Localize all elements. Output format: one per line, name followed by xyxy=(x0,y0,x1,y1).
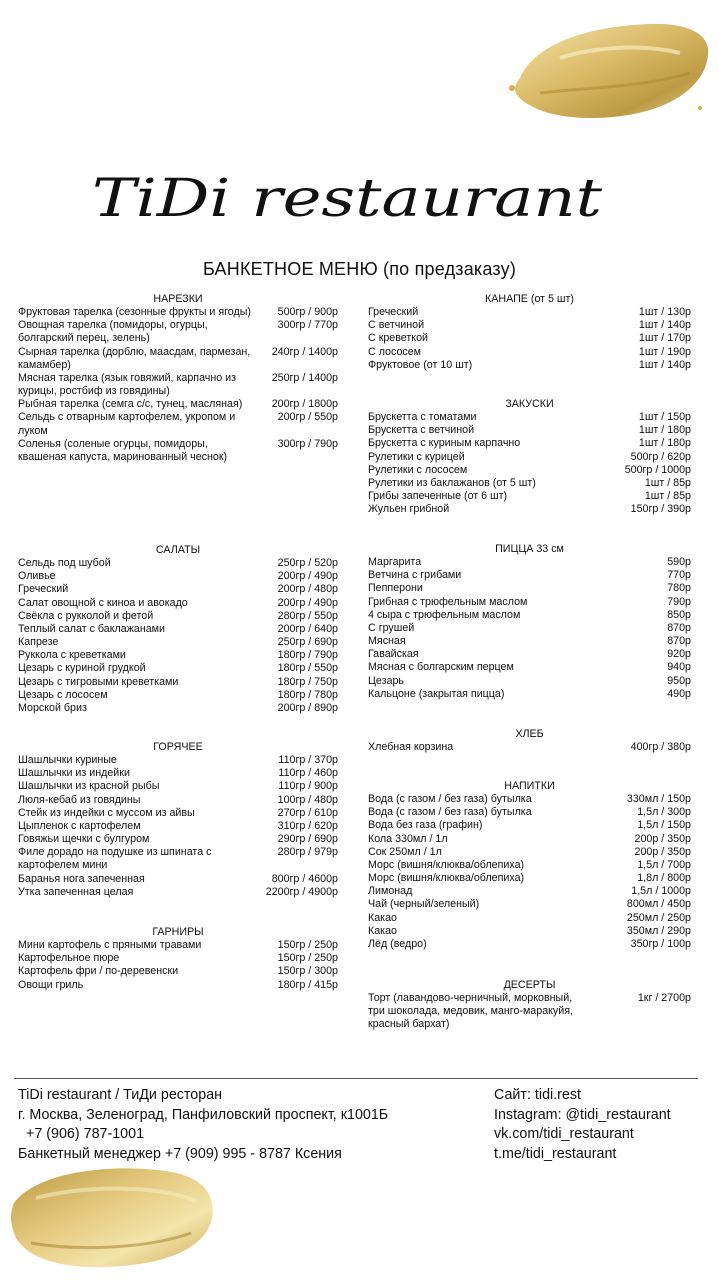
menu-item-price: 110гр / 370р xyxy=(278,754,338,767)
menu-item xyxy=(18,807,338,820)
menu-item xyxy=(18,676,338,689)
menu-item-price: 1шт / 170р xyxy=(638,332,691,345)
menu-item-name: Кола 330мл / 1л xyxy=(368,832,448,845)
menu-item xyxy=(368,741,691,754)
menu-item xyxy=(368,556,691,569)
menu-item-name: Гавайская xyxy=(368,648,419,661)
menu-item-name: Вода без газа (графин) xyxy=(368,819,483,832)
menu-item-price: 200гр / 490р xyxy=(277,596,338,609)
menu-item-name: Оливье xyxy=(18,570,56,583)
menu-item xyxy=(368,346,691,359)
menu-item-price: 110гр / 460р xyxy=(278,767,338,780)
menu-item-price: 180гр / 790р xyxy=(277,649,338,662)
menu-item-name: Лёд (ведро) xyxy=(368,937,427,950)
menu-item-name: Свёкла с рукколой и фетой xyxy=(18,609,154,622)
menu-section xyxy=(368,398,691,516)
menu-item-name: Овощи гриль xyxy=(18,978,84,991)
menu-item-price: 150гр / 250р xyxy=(277,939,338,952)
menu-item xyxy=(18,873,338,886)
footer-address: г. Москва, Зеленоград, Панфиловский проспект, к1001Б xyxy=(18,1106,389,1123)
menu-item-price: 270гр / 610р xyxy=(277,806,338,819)
menu-item-name: Чай (черный/зеленый) xyxy=(368,898,480,911)
footer-telegram[interactable]: t.me/tidi_restaurant xyxy=(494,1145,617,1162)
menu-item-name: Люля-кебаб из говядины xyxy=(18,793,141,806)
menu-item-name: Утка запеченная целая xyxy=(18,885,134,898)
menu-item-name: Пепперони xyxy=(368,582,423,595)
menu-item-name: Стейк из индейки с муссом из айвы xyxy=(18,806,195,819)
menu-item-name: Соленья (соленые огурцы, помидоры, квашеная капуста, маринованный чеснок) xyxy=(18,437,228,463)
menu-item-name: Рулетики из баклажанов (от 5 шт) xyxy=(368,476,536,489)
menu-item xyxy=(368,635,691,648)
menu-item-price: 1шт / 85р xyxy=(644,476,691,489)
menu-item-name: Филе дорадо на подушке из шпината с картофелем мини xyxy=(18,846,212,872)
menu-item xyxy=(18,610,338,623)
menu-item-name: Цезарь с лососем xyxy=(18,688,108,701)
menu-item-name: 4 сыра с трюфельным маслом xyxy=(368,608,521,621)
menu-item xyxy=(368,688,691,701)
section-title: НАПИТКИ xyxy=(504,780,555,792)
section-title: САЛАТЫ xyxy=(155,544,201,556)
menu-item xyxy=(18,702,338,715)
menu-item xyxy=(368,675,691,688)
menu-item-price: 200гр / 890р xyxy=(277,701,338,714)
menu-item-name: Греческий xyxy=(368,306,419,319)
menu-item-price: 200гр / 1800р xyxy=(271,398,338,411)
menu-item xyxy=(368,622,691,635)
menu-item xyxy=(368,648,691,661)
menu-item-price: 350гр / 100р xyxy=(630,937,691,950)
menu-item-name: Хлебная корзина xyxy=(368,741,454,754)
menu-item-price: 870р xyxy=(667,635,691,648)
menu-item-price: 180гр / 780р xyxy=(277,688,338,701)
menu-item-name: Мясная тарелка (язык говяжий, карпачно из курицы, ростбиф из говядины) xyxy=(18,371,237,398)
menu-item-name: Салат овощной с киноа и авокадо xyxy=(18,596,188,609)
menu-item-name: С ветчиной xyxy=(368,319,425,332)
menu-item-price: 800гр / 4600р xyxy=(271,872,338,885)
menu-item xyxy=(368,359,691,372)
menu-item-price: 1,5л / 150р xyxy=(637,819,691,832)
menu-item-price: 790р xyxy=(667,595,691,608)
menu-item-price: 310гр / 620р xyxy=(277,819,338,832)
menu-item-name: Руккола с креветками xyxy=(18,649,126,662)
menu-item xyxy=(368,596,691,609)
menu-item-price: 1,5л / 300р xyxy=(637,806,691,819)
menu-item-price: 280гр / 550р xyxy=(277,609,338,622)
menu-item-price: 1,8л / 800р xyxy=(637,872,691,885)
menu-item-price: 1кг / 2700р xyxy=(637,992,691,1005)
menu-item xyxy=(18,583,338,596)
menu-section xyxy=(368,543,691,701)
section-title: ГАРНИРЫ xyxy=(152,926,204,938)
menu-item-name: Брускетта с куриным карпачно xyxy=(368,437,521,450)
menu-item xyxy=(368,833,691,846)
menu-item-price: 1шт / 140р xyxy=(638,319,691,332)
menu-item-name: Какао xyxy=(368,911,397,924)
menu-item-name: Грибы запеченные (от 6 шт) xyxy=(368,490,508,503)
footer-divider xyxy=(14,1078,698,1079)
menu-item xyxy=(18,372,338,398)
menu-section xyxy=(18,293,338,464)
section-title: ДЕСЕРТЫ xyxy=(503,979,556,991)
menu-item xyxy=(18,965,338,978)
menu-item xyxy=(368,582,691,595)
section-title: ПИЦЦА 33 см xyxy=(495,543,564,555)
menu-item xyxy=(368,885,691,898)
menu-item xyxy=(368,503,691,516)
menu-item-name: Морс (вишня/клюква/облепиха) xyxy=(368,872,525,885)
menu-item xyxy=(368,451,691,464)
menu-item-name: Шашлычки куриные xyxy=(18,754,117,767)
menu-item-name: Фруктовое (от 10 шт) xyxy=(368,358,473,371)
menu-item-price: 500гр / 1000р xyxy=(624,463,691,476)
menu-item-name: Сок 250мл / 1л xyxy=(368,845,442,858)
menu-item xyxy=(368,661,691,674)
menu-item-name: Лимонад xyxy=(368,885,413,898)
menu-item-name: Цыпленок с картофелем xyxy=(18,819,141,832)
menu-item-price: 490р xyxy=(667,687,691,700)
menu-item-name: Греческий xyxy=(18,583,69,596)
menu-item-name: Вода (с газом / без газа) бутылка xyxy=(368,806,532,819)
menu-item xyxy=(18,846,338,872)
menu-item-name: Сельдь с отварным картофелем, укропом и луком xyxy=(18,411,236,437)
menu-item-price: 180гр / 750р xyxy=(277,675,338,688)
menu-item-name: Какао xyxy=(368,924,397,937)
menu-item xyxy=(368,424,691,437)
menu-item-price: 350мл / 290р xyxy=(626,924,691,937)
menu-item-name: Торт (лавандово-черничный, морковный, три шоколада, медовик, манго-маракуйя, красный бархат) xyxy=(368,992,574,1031)
menu-item xyxy=(18,939,338,952)
menu-item-name: Маргарита xyxy=(368,556,422,569)
menu-item-price: 330мл / 150р xyxy=(626,793,691,806)
menu-item-price: 1шт / 150р xyxy=(638,411,691,424)
menu-item-name: Овощная тарелка (помидоры, огурцы, болгарский перец, зелень) xyxy=(18,319,208,345)
menu-item-price: 180гр / 415р xyxy=(277,978,338,991)
menu-item-price: 800мл / 450р xyxy=(626,898,691,911)
menu-item-price: 150гр / 390р xyxy=(630,503,691,516)
footer-vk[interactable]: vk.com/tidi_restaurant xyxy=(494,1126,634,1143)
menu-section xyxy=(368,728,691,754)
menu-item-price: 100гр / 480р xyxy=(277,793,338,806)
menu-item xyxy=(18,820,338,833)
menu-item xyxy=(368,437,691,450)
menu-item-price: 590р xyxy=(667,556,691,569)
menu-item xyxy=(368,306,691,319)
menu-item-price: 1шт / 140р xyxy=(638,358,691,371)
menu-item xyxy=(18,438,338,464)
menu-item xyxy=(18,319,338,345)
svg-text:TiDi restaurant: TiDi restaurant xyxy=(92,169,603,229)
menu-item-price: 1шт / 130р xyxy=(638,306,691,319)
menu-section xyxy=(368,780,691,951)
menu-item-price: 110гр / 900р xyxy=(278,780,338,793)
footer-website[interactable]: Сайт: tidi.rest xyxy=(494,1087,581,1103)
menu-item-price: 250гр / 690р xyxy=(277,636,338,649)
menu-item xyxy=(18,411,338,437)
menu-item-name: Мини картофель с пряными травами xyxy=(18,939,202,952)
menu-item xyxy=(18,597,338,610)
menu-item xyxy=(368,793,691,806)
menu-item xyxy=(368,477,691,490)
menu-item-name: Кальцоне (закрытая пицца) xyxy=(368,687,505,700)
menu-item-price: 920р xyxy=(667,648,691,661)
menu-item xyxy=(18,780,338,793)
menu-item-price: 300гр / 770р xyxy=(277,319,338,332)
menu-item-name: Говяжьи щечки с булгуром xyxy=(18,833,150,846)
menu-item-name: Жульен грибной xyxy=(368,503,450,516)
menu-item-price: 280гр / 979р xyxy=(277,846,338,859)
menu-item-name: Рыбная тарелка (семга с/с, тунец, масляная) xyxy=(18,398,243,411)
menu-item-name: Брускетта с ветчиной xyxy=(368,424,475,437)
menu-item xyxy=(18,636,338,649)
menu-item-price: 250гр / 1400р xyxy=(271,371,338,384)
menu-item-name: Ветчина с грибами xyxy=(368,569,462,582)
menu-item-name: Баранья нога запеченная xyxy=(18,872,145,885)
menu-item xyxy=(368,912,691,925)
footer-links xyxy=(494,1086,671,1164)
menu-item-price: 500гр / 900р xyxy=(277,306,338,319)
menu-item-name: Цезарь xyxy=(368,674,404,687)
menu-item xyxy=(368,925,691,938)
menu-item-name: Фруктовая тарелка (сезонные фрукты и ягоды) xyxy=(18,306,251,319)
menu-item-price: 1шт / 180р xyxy=(638,437,691,450)
menu-item-price: 1,5л / 1000р xyxy=(631,885,691,898)
menu-item-name: С лососем xyxy=(368,345,422,358)
menu-item-price: 300гр / 790р xyxy=(277,437,338,450)
menu-item-price: 1шт / 190р xyxy=(638,345,691,358)
menu-item-name: Морской бриз xyxy=(18,701,87,714)
menu-item-name: Шашлычки из индейки xyxy=(18,767,130,780)
menu-item xyxy=(368,464,691,477)
section-title: ГОРЯЧЕЕ xyxy=(153,741,203,753)
menu-item-price: 1,5л / 700р xyxy=(637,858,691,871)
menu-item-price: 150гр / 300р xyxy=(277,965,338,978)
menu-item xyxy=(18,398,338,411)
menu-item xyxy=(368,319,691,332)
menu-item-name: Теплый салат с баклажанами xyxy=(18,622,165,635)
menu-item-name: Морс (вишня/клюква/облепиха) xyxy=(368,858,525,871)
menu-item-price: 940р xyxy=(667,661,691,674)
menu-item xyxy=(18,833,338,846)
menu-item-price: 850р xyxy=(667,608,691,621)
menu-section xyxy=(368,293,691,372)
menu-item xyxy=(18,952,338,965)
menu-item xyxy=(368,569,691,582)
menu-item-name: С грушей xyxy=(368,621,415,634)
menu-item-price: 770р xyxy=(667,569,691,582)
footer-contacts xyxy=(18,1086,388,1164)
menu-item-name: Цезарь с тигровыми креветками xyxy=(18,675,179,688)
gold-leaf-decoration-top xyxy=(500,18,712,124)
menu-item-name: Рулетики с курицей xyxy=(368,450,465,463)
menu-item xyxy=(18,649,338,662)
menu-section xyxy=(18,544,338,715)
menu-item-price: 240гр / 1400р xyxy=(271,345,338,358)
section-title: ХЛЕБ xyxy=(515,728,544,740)
menu-item-price: 200гр / 480р xyxy=(277,583,338,596)
menu-item xyxy=(18,623,338,636)
footer-banquet-manager: Банкетный менеджер +7 (909) 995 - 8787 Ксения xyxy=(18,1145,342,1162)
menu-item-price: 2200гр / 4900р xyxy=(265,885,338,898)
menu-item-price: 1шт / 180р xyxy=(638,424,691,437)
menu-item-name: Сырная тарелка (дорблю, маасдам, пармезан, камамбер) xyxy=(18,345,251,371)
menu-item-price: 250мл / 250р xyxy=(626,911,691,924)
menu-item-price: 780р xyxy=(667,582,691,595)
menu-item-name: Капрезе xyxy=(18,636,59,649)
menu-item-name: Брускетта с томатами xyxy=(368,411,477,424)
menu-item xyxy=(368,819,691,832)
menu-item-name: Грибная с трюфельным маслом xyxy=(368,595,528,608)
menu-item-price: 870р xyxy=(667,621,691,634)
menu-item xyxy=(18,570,338,583)
section-title: НАРЕЗКИ xyxy=(153,293,203,305)
menu-item-price: 400гр / 380р xyxy=(630,741,691,754)
footer-restaurant-name: TiDi restaurant / ТиДи ресторан xyxy=(18,1087,223,1103)
gold-leaf-decoration-bottom xyxy=(6,1163,218,1271)
menu-item-name: Картофель фри / по-деревенски xyxy=(18,965,179,978)
menu-item xyxy=(18,886,338,899)
menu-item xyxy=(18,306,338,319)
menu-item-name: Рулетики с лососем xyxy=(368,463,468,476)
menu-item-name: Сельдь под шубой xyxy=(18,557,111,570)
menu-item-name: Мясная xyxy=(368,635,406,648)
menu-item-price: 1шт / 85р xyxy=(644,490,691,503)
menu-item xyxy=(368,490,691,503)
logo xyxy=(92,168,612,230)
menu-item xyxy=(368,846,691,859)
menu-item xyxy=(368,411,691,424)
menu-item-name: Цезарь с куриной грудкой xyxy=(18,662,146,675)
menu-item xyxy=(18,794,338,807)
menu-item xyxy=(18,767,338,780)
section-title: ЗАКУСКИ xyxy=(505,398,554,410)
page-title: БАНКЕТНОЕ МЕНЮ (по предзаказу) xyxy=(202,259,517,279)
menu-item-price: 250гр / 520р xyxy=(277,557,338,570)
menu-item xyxy=(368,872,691,885)
menu-item xyxy=(368,938,691,951)
menu-item xyxy=(18,662,338,675)
menu-item-price: 200гр / 490р xyxy=(277,570,338,583)
menu-section xyxy=(18,926,338,992)
menu-item-price: 200р / 350р xyxy=(634,845,691,858)
menu-section xyxy=(18,741,338,899)
menu-item-price: 200р / 350р xyxy=(634,832,691,845)
menu-item-name: Мясная с болгарским перцем xyxy=(368,661,514,674)
menu-item xyxy=(368,992,691,1031)
menu-item-price: 290гр / 690р xyxy=(277,833,338,846)
menu-item xyxy=(18,689,338,702)
menu-item-price: 950р xyxy=(667,674,691,687)
menu-item-price: 500гр / 620р xyxy=(630,450,691,463)
menu-item-price: 200гр / 640р xyxy=(277,622,338,635)
menu-item-name: Вода (с газом / без газа) бутылка xyxy=(368,793,532,806)
menu-item-name: С креветкой xyxy=(368,332,429,345)
menu-item xyxy=(18,346,338,372)
menu-item xyxy=(18,557,338,570)
menu-item-name: Шашлычки из красной рыбы xyxy=(18,780,160,793)
menu-item xyxy=(18,979,338,992)
menu-item xyxy=(368,806,691,819)
menu-item-price: 180гр / 550р xyxy=(277,662,338,675)
menu-item xyxy=(368,898,691,911)
menu-item-name: Картофельное пюре xyxy=(18,952,120,965)
menu-item xyxy=(18,754,338,767)
menu-item xyxy=(368,859,691,872)
menu-item-price: 200гр / 550р xyxy=(277,411,338,424)
footer-phone: +7 (906) 787-1001 xyxy=(26,1126,145,1143)
menu-item-price: 150гр / 250р xyxy=(277,952,338,965)
footer-instagram[interactable]: Instagram: @tidi_restaurant xyxy=(494,1106,671,1123)
menu-item xyxy=(368,332,691,345)
menu-section xyxy=(368,979,691,1032)
section-title: КАНАПЕ (от 5 шт) xyxy=(485,293,574,305)
menu-item xyxy=(368,609,691,622)
